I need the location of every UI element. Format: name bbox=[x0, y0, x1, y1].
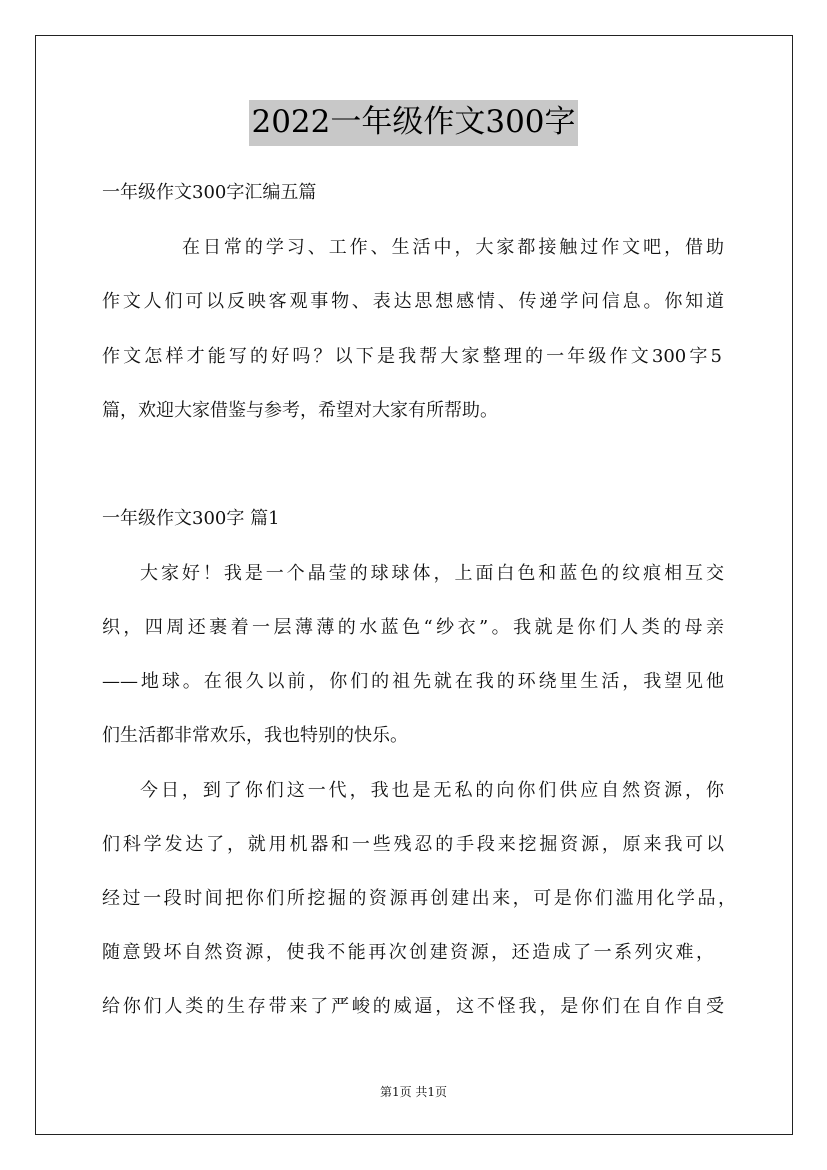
para2-line-2: 们科学发达了，就用机器和一些残忍的手段来挖掘资源，原来我可以 bbox=[102, 834, 724, 855]
intro-line-4: 篇，欢迎大家借鉴与参考，希望对大家有所帮助。 bbox=[102, 400, 498, 421]
intro-line-3: 作文怎样才能写的好吗？以下是我帮大家整理的一年级作文300字5 bbox=[102, 346, 722, 367]
para1-line-4: 们生活都非常欢乐，我也特别的快乐。 bbox=[102, 725, 408, 746]
para2-line-5: 给你们人类的生存带来了严峻的威逼，这不怪我，是你们在自作自受 bbox=[102, 996, 724, 1017]
para1-line-1: 大家好！我是一个晶莹的球球体，上面白色和蓝色的纹痕相互交 bbox=[140, 563, 724, 584]
intro-line-2: 作文人们可以反映客观事物、表达思想感情、传递学问信息。你知道 bbox=[102, 291, 724, 312]
document-title: 2022一年级作文300字 bbox=[249, 100, 577, 146]
intro-line-1: 在日常的学习、工作、生活中，大家都接触过作文吧，借助 bbox=[182, 237, 724, 258]
page-number-footer: 第1页 共1页 bbox=[379, 1085, 448, 1099]
para2-line-3: 经过一段时间把你们所挖掘的资源再创建出来，可是你们滥用化学品， bbox=[102, 888, 736, 909]
para2-line-4: 随意毁坏自然资源，使我不能再次创建资源，还造成了一系列灾难， bbox=[102, 942, 714, 963]
para1-line-2: 织，四周还裹着一层薄薄的水蓝色“纱衣”。我就是你们人类的母亲 bbox=[102, 617, 724, 638]
section-heading: 一年级作文300字 篇1 bbox=[102, 508, 280, 529]
para2-line-1: 今日，到了你们这一代，我也是无私的向你们供应自然资源，你 bbox=[140, 780, 724, 801]
para1-line-3: ——地球。在很久以前，你们的祖先就在我的环绕里生活，我望见他 bbox=[102, 671, 724, 692]
document-subtitle: 一年级作文300字汇编五篇 bbox=[102, 182, 317, 203]
title-container bbox=[0, 100, 827, 146]
